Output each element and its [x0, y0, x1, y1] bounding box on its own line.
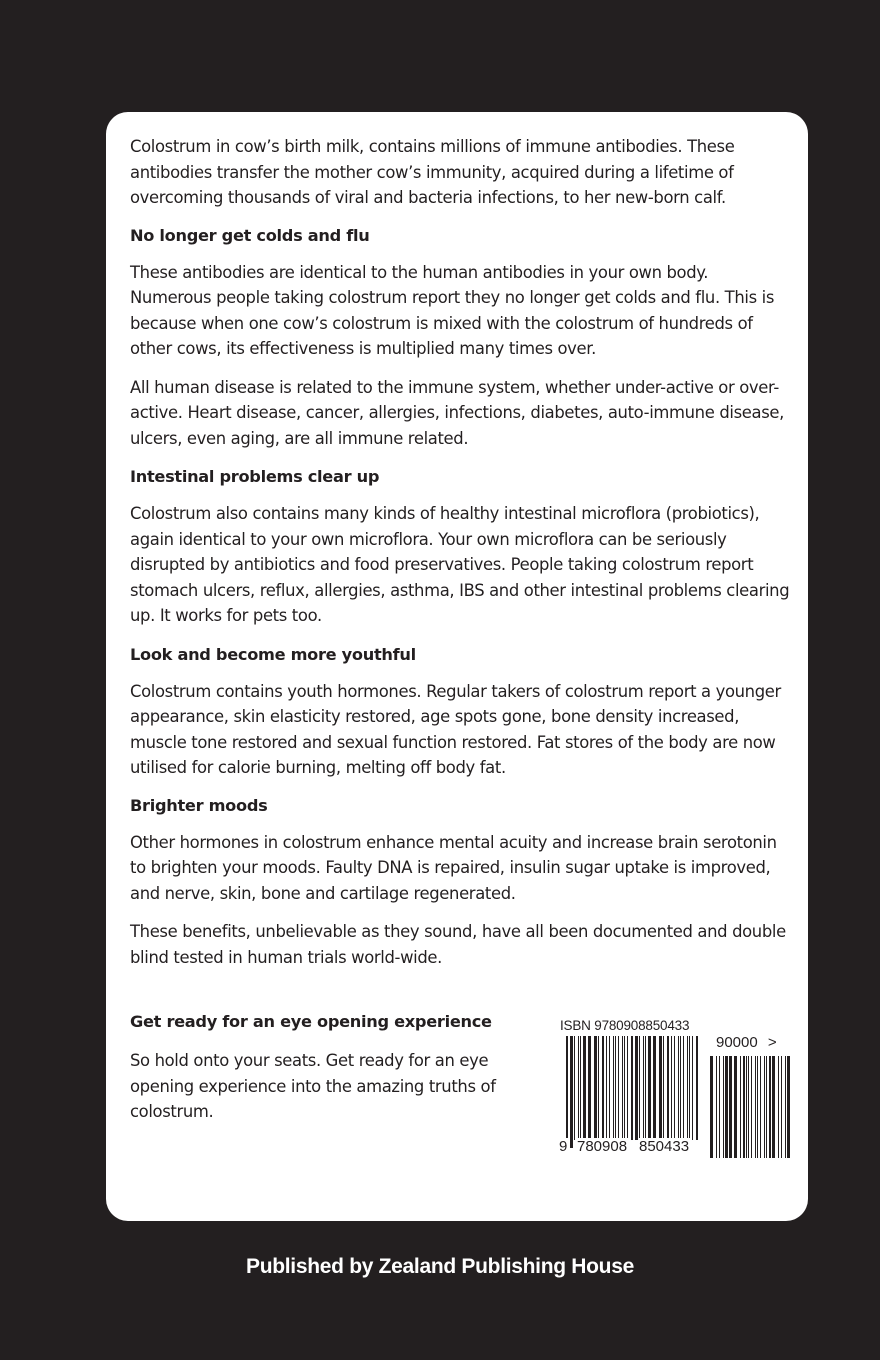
barcode-bar	[687, 1036, 688, 1140]
barcode-bar	[566, 1036, 568, 1148]
barcode-bar	[729, 1056, 732, 1158]
barcode-bar	[602, 1036, 604, 1140]
barcode-bar	[671, 1036, 672, 1140]
addon-arrow: >	[767, 1034, 777, 1051]
heading-colds-flu: No longer get colds and flu	[130, 225, 370, 245]
barcode-bar	[755, 1056, 756, 1158]
barcode-bar	[624, 1036, 625, 1140]
barcode-bar	[781, 1056, 782, 1158]
barcode-bar	[653, 1036, 656, 1140]
barcode-bar	[778, 1056, 779, 1158]
barcode-bar	[769, 1056, 771, 1158]
barcode-bar	[734, 1056, 737, 1158]
barcode-bar	[578, 1036, 579, 1140]
paragraph-immune-disease: All human disease is related to the immune system, whether under-active or over-active. Heart disease, cancer, allergies, infections, diabetes, auto-immune disease, ulcers, even aging, are all immune related.	[130, 377, 784, 448]
isbn-label: ISBN 9780908850433	[560, 1018, 690, 1033]
barcode-bar	[609, 1036, 610, 1140]
barcode-bar	[627, 1036, 628, 1140]
barcode-bar	[598, 1036, 599, 1140]
barcode-bar	[606, 1036, 607, 1140]
barcode-bar	[757, 1056, 758, 1158]
barcode-digit-group-2: 850433	[639, 1138, 690, 1155]
barcode-bar	[725, 1056, 728, 1158]
blurb-content	[130, 134, 790, 983]
barcode-bar	[574, 1036, 575, 1140]
barcode-bar	[615, 1036, 616, 1140]
barcode-bar	[613, 1036, 614, 1140]
barcode-bar	[580, 1036, 581, 1140]
publisher-credit: Published by Zealand Publishing House	[246, 1255, 634, 1278]
barcode-bar	[764, 1056, 765, 1158]
barcode-bar	[588, 1036, 591, 1140]
barcode-bar	[643, 1036, 644, 1140]
heading-youthful: Look and become more youthful	[130, 644, 416, 664]
barcode-bar	[639, 1036, 640, 1140]
barcode-bar	[692, 1036, 693, 1140]
barcode-bar	[659, 1036, 662, 1140]
intro-paragraph: Colostrum in cow’s birth milk, contains millions of immune antibodies. These antibodies transfer the mother cow’s immunity, acquired during a lifetime of overcoming thousands of viral and bacteria infections, to her new-born calf.	[130, 137, 735, 207]
barcode-bar	[570, 1036, 573, 1148]
barcode-bar	[635, 1036, 638, 1140]
barcode-bar	[748, 1056, 749, 1158]
barcode-bar	[667, 1036, 669, 1140]
paragraph-hold-seats: So hold onto your seats. Get ready for an eye opening experience into the amazing truths of colostrum.	[130, 1051, 496, 1121]
barcode-bar	[766, 1056, 767, 1158]
addon-code: 90000	[716, 1034, 758, 1051]
barcode-bar	[689, 1036, 690, 1140]
barcode-digit-group-1: 780908	[577, 1138, 628, 1155]
barcode-bar	[716, 1056, 717, 1158]
barcode-bar	[723, 1056, 724, 1158]
paragraph-microflora: Colostrum also contains many kinds of healthy intestinal microflora (probiotics), again identical to your own microflora. Your own microflora can be seriously disrupted by antibiotics and food preservatives. People taking colostrum report stomach ulcers, reflux, allergies, asthma, IBS and other intestinal problems clearing up. It works for pets too.	[130, 504, 790, 625]
barcode-bar	[785, 1056, 786, 1158]
barcode-bar	[772, 1056, 775, 1158]
barcode-bar	[746, 1056, 747, 1158]
barcode-bar	[618, 1036, 619, 1140]
heading-brighter-moods: Brighter moods	[130, 795, 268, 815]
paragraph-documented: These benefits, unbelievable as they sound, have all been documented and double blind tested in human trials world-wide.	[130, 922, 786, 967]
barcode-digit-first: 9	[559, 1138, 568, 1155]
barcode-bar	[583, 1036, 586, 1140]
paragraph-mental-acuity: Other hormones in colostrum enhance mental acuity and increase brain serotonin to brighten your moods. Faulty DNA is repaired, insulin sugar uptake is improved, and nerve, skin, bone and cartilage regenerated.	[130, 832, 777, 903]
eye-opening-block	[130, 1010, 550, 1125]
back-cover-panel	[106, 112, 808, 1221]
barcode-bar	[663, 1036, 664, 1140]
barcode-bar	[740, 1056, 741, 1158]
heading-intestinal: Intestinal problems clear up	[130, 467, 380, 486]
barcode-bar	[674, 1036, 675, 1140]
barcode-bar	[678, 1036, 679, 1140]
isbn-barcode	[558, 1018, 798, 1168]
barcode-bar	[710, 1056, 713, 1158]
barcode-bar	[645, 1036, 646, 1148]
heading-eye-opening: Get ready for an eye opening experience	[130, 1012, 492, 1031]
barcode-bar	[648, 1036, 651, 1148]
barcode-bar	[696, 1036, 698, 1140]
barcode-bar	[631, 1036, 633, 1140]
barcode-bar	[787, 1056, 790, 1158]
barcode-bar	[683, 1036, 684, 1140]
paragraph-youth-hormones: Colostrum contains youth hormones. Regular takers of colostrum report a younger appearance, skin elasticity restored, age spots gone, bone density increased, muscle tone restored and sexual function restored. Fat stores of the body are now utilised for calorie burning, melting off body fat.	[130, 681, 781, 777]
barcode-bar	[680, 1036, 681, 1140]
barcode-bar	[719, 1056, 720, 1158]
barcode-bar	[594, 1036, 597, 1140]
barcode-bar	[760, 1056, 761, 1158]
paragraph-antibodies: These antibodies are identical to the human antibodies in your own body. Numerous people taking colostrum report they no longer get colds and flu. This is because when one cow’s colostrum is mixed with the colostrum of hundreds of other cows, its effectiveness is multiplied many times over.	[130, 262, 775, 358]
barcode-bar	[743, 1056, 745, 1158]
barcode-bar	[622, 1036, 623, 1140]
barcode-bar	[751, 1056, 752, 1158]
